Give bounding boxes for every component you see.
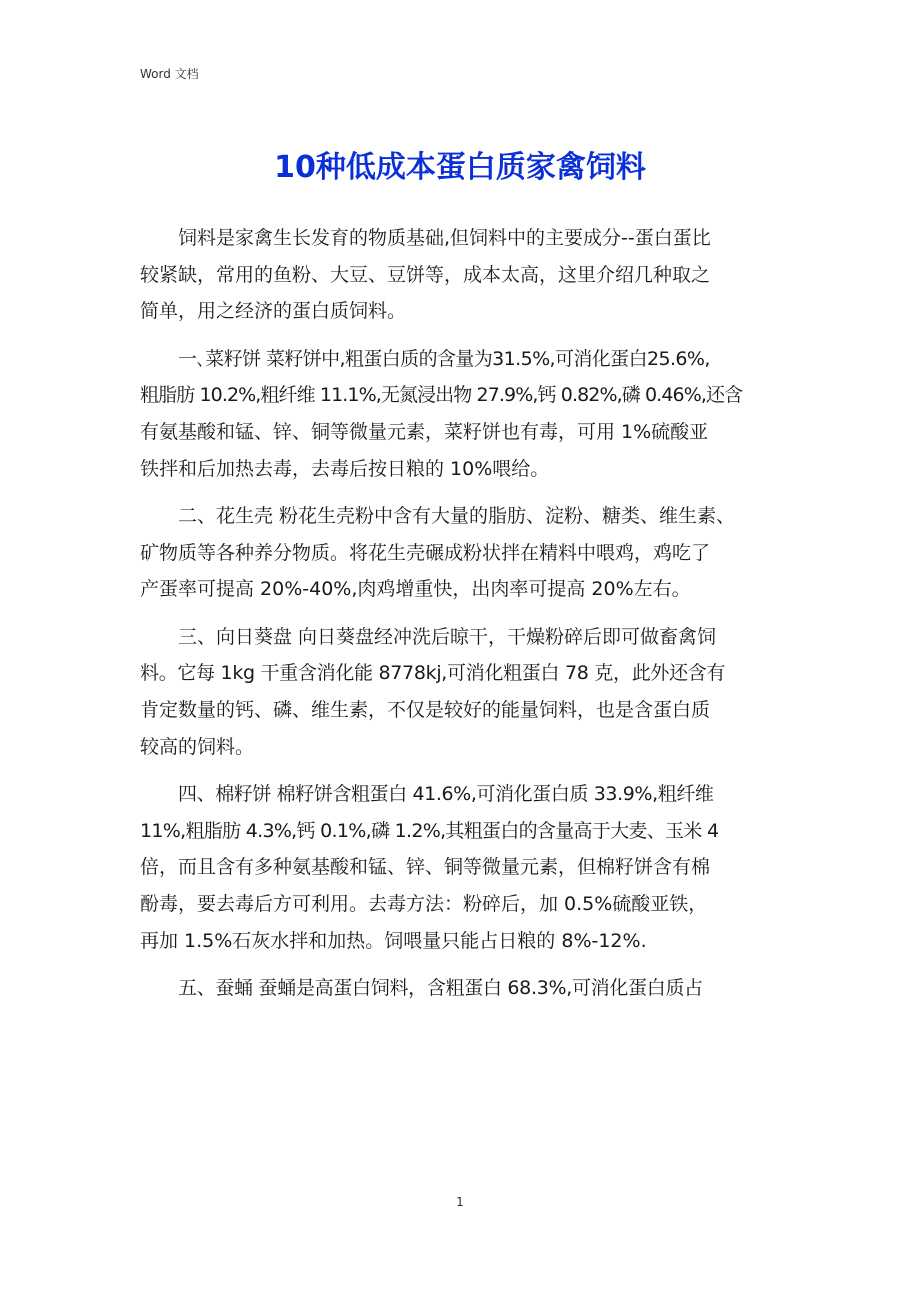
- paragraph-line: 二、花生壳 粉花生壳粉中含有大量的脂肪、淀粉、糖类、维生素、: [178, 504, 736, 527]
- paragraph-line: 粗脂肪 10.2%,粗纤维 11.1%,无氮浸出物 27.9%,钙 0.82%,磷 0.46%,还含: [140, 384, 743, 407]
- page-number: 1: [456, 1195, 464, 1209]
- document-body: [140, 220, 780, 1007]
- paragraph-line: 酚毒，要去毒后方可利用。去毒方法：粉碎后，加 0.5%硫酸亚铁，: [140, 892, 708, 915]
- paragraph-rapeseed-cake: [140, 341, 780, 488]
- paragraph-line: 三、向日葵盘 向日葵盘经冲洗后晾干，干燥粉碎后即可做畜禽饲: [178, 625, 717, 648]
- paragraph-line: 肯定数量的钙、磷、维生素，不仅是较好的能量饲料，也是含蛋白质: [140, 698, 711, 721]
- document-title: 10种低成本蛋白质家禽饲料: [274, 150, 646, 185]
- paragraph-line: 四、棉籽饼 棉籽饼含粗蛋白 41.6%,可消化蛋白质 33.9%,粗纤维: [178, 782, 714, 805]
- paragraph-line: 一､菜籽饼 菜籽饼中,粗蛋白质的含量为31.5%,可消化蛋白25.6%,: [178, 347, 710, 370]
- paragraph-silkworm-pupa: [140, 970, 780, 1007]
- paragraph-line: 料。它每 1kg 干重含消化能 8778kj,可消化粗蛋白 78 克，此外还含有: [140, 662, 726, 685]
- paragraph-peanut-shell: [140, 498, 780, 608]
- paragraph-line: 产蛋率可提高 20%-40%,肉鸡增重快，出肉率可提高 20%左右。: [140, 578, 691, 601]
- paragraph-line: 11%,粗脂肪 4.3%,钙 0.1%,磷 1.2%,其粗蛋白的含量高于大麦、玉米 4: [140, 819, 719, 842]
- paragraph-line: 矿物质等各种养分物质。将花生壳碾成粉状拌在精料中喂鸡，鸡吃了: [140, 541, 711, 564]
- paragraph-line: 饲料是家禽生长发育的物质基础,但饲料中的主要成分--蛋白蛋比: [178, 227, 711, 249]
- paragraph-line: 铁拌和后加热去毒，去毒后按日粮的 10%喂给。: [140, 457, 550, 480]
- paragraph-line: 再加 1.5%石灰水拌和加热。饲喂量只能占日粮的 8%-12%.: [140, 929, 647, 952]
- header-label: Word 文档: [140, 67, 199, 81]
- paragraph-line: 较高的饲料。: [140, 735, 255, 758]
- paragraph-line: 有氨基酸和锰、锌、铜等微量元素，菜籽饼也有毒，可用 1%硫酸亚: [140, 421, 709, 444]
- paragraph-line: 简单，用之经济的蛋白质饲料。: [140, 300, 407, 323]
- paragraph-line: 较紧缺，常用的鱼粉、大豆、豆饼等，成本太高，这里介绍几种取之: [140, 263, 711, 286]
- paragraph-cottonseed-cake: [140, 776, 780, 960]
- paragraph-line: 倍，而且含有多种氨基酸和锰、锌、铜等微量元素，但棉籽饼含有棉: [140, 856, 711, 879]
- paragraph-intro: [140, 220, 780, 330]
- paragraph-line: 五、蚕蛹 蚕蛹是高蛋白饲料，含粗蛋白 68.3%,可消化蛋白质占: [178, 976, 703, 999]
- paragraph-sunflower-disc: [140, 619, 780, 766]
